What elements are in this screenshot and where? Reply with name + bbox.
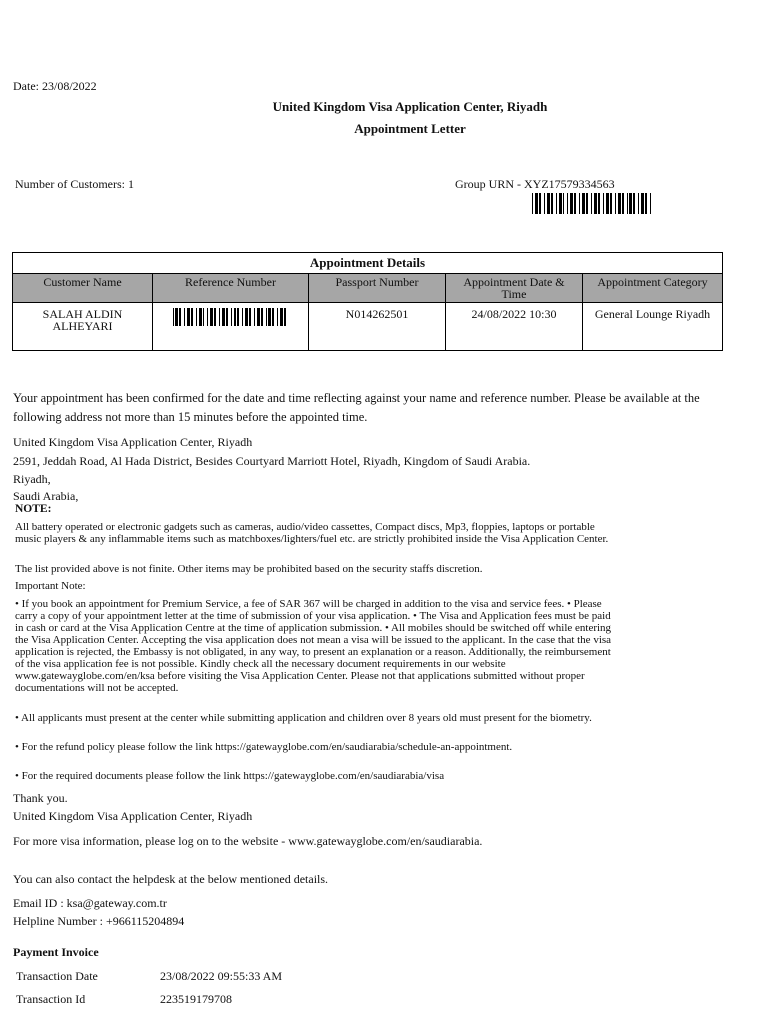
address-line-4: Saudi Arabia, [13,489,79,503]
number-of-customers: Number of Customers: 1 [15,177,134,191]
reference-barcode [173,308,289,326]
important-note-block: • If you book an appointment for Premium Service, a fee of SAR 367 will be charged in addition to the visa and service fees. • Please carry a copy of your appointment letter at the time of submission of your visa application. • The Visa and Application fees must be paid in cash or card at the Visa Application Centre at the time of application submission. • All mobiles should be switched off while entering the Visa Application Center. Accepting the visa application does not mean a visa will be issued to the applicant. In the case that the visa application is rejected, the Embassy is not obligated, in any way, to present an explanation or a reason. Additionally, the reimbursement of the visa application fee is not possible. Kindly check all the necessary document requirements in our website www.gatewayglobe.com/en/ksa before visiting the Visa Application Center. Please not that applications submitted without proper documentations will not be accepted. [15,598,612,694]
address-line-2: 2591, Jeddah Road, Al Hada District, Besides Courtyard Marriott Hotel, Riyadh, Kingdom of Saudi Arabia. [13,454,531,468]
table-row [13,303,723,351]
transaction-date-value: 23/08/2022 09:55:33 AM [160,969,283,983]
col-customer-name: Customer Name [13,274,153,303]
page-title: United Kingdom Visa Application Center, Riyadh [272,99,548,114]
cell-appointment-datetime: 24/08/2022 10:30 [446,303,583,351]
cell-reference-number [153,303,309,351]
payment-invoice-title: Payment Invoice [13,945,99,959]
helpline-line: Helpline Number : +966115204894 [13,914,185,928]
cell-passport-number: N014262501 [309,303,446,351]
transaction-id-label: Transaction Id [16,992,86,1006]
col-reference-number: Reference Number [153,274,309,303]
barcode-bar [286,308,289,326]
more-info: For more visa information, please log on to the website - www.gatewayglobe.com/en/saudiarabia. [13,834,483,848]
letter-date: Date: 23/08/2022 [13,79,97,93]
bullet-refund-policy: • For the refund policy please follow the link https://gatewayglobe.com/en/saudiarabia/schedule-an-appointment. [15,741,513,753]
confirmation-text: Your appointment has been confirmed for the date and time reflecting against your name and reference number. Please be available at the following address not more than 15 minutes before the appointed time. [13,391,700,424]
page-subtitle: Appointment Letter [354,121,466,136]
signoff: United Kingdom Visa Application Center, Riyadh [13,809,253,823]
group-urn: Group URN - XYZ17579334563 [455,177,615,191]
transaction-date-label: Transaction Date [16,969,98,983]
bullet-required-documents: • For the required documents please follow the link https://gatewayglobe.com/en/saudiarabia/visa [15,770,445,782]
thank-you: Thank you. [13,791,68,805]
col-appointment-category: Appointment Category [583,274,723,303]
list-not-finite: The list provided above is not finite. Other items may be prohibited based on the security staffs discretion. [15,563,483,575]
barcode-bar [651,193,653,214]
table-caption: Appointment Details [13,253,723,274]
transaction-id-value: 223519179708 [160,992,232,1006]
note-text: All battery operated or electronic gadgets such as cameras, audio/video cassettes, Compact discs, Mp3, floppies, laptops or portable music players & any inflammable items such as matchboxes/lighters/fuel etc. are strictly prohibited inside the Visa Application Center. [15,521,609,545]
group-urn-barcode [532,193,653,214]
appointment-details-table [12,252,723,351]
email-line: Email ID : ksa@gateway.com.tr [13,896,167,910]
bullet-applicants: • All applicants must present at the center while submitting application and children over 8 years old must present for the biometry. [15,712,592,724]
helpdesk-text: You can also contact the helpdesk at the below mentioned details. [13,872,329,886]
col-passport-number: Passport Number [309,274,446,303]
address-line-1: United Kingdom Visa Application Center, Riyadh [13,435,253,449]
important-note-label: Important Note: [15,580,86,592]
col-appointment-datetime: Appointment Date & Time [446,274,583,303]
cell-appointment-category: General Lounge Riyadh [583,303,723,351]
address-line-3: Riyadh, [13,472,51,486]
note-label: NOTE: [15,503,52,515]
cell-customer-name: SALAH ALDIN ALHEYARI [13,303,153,351]
